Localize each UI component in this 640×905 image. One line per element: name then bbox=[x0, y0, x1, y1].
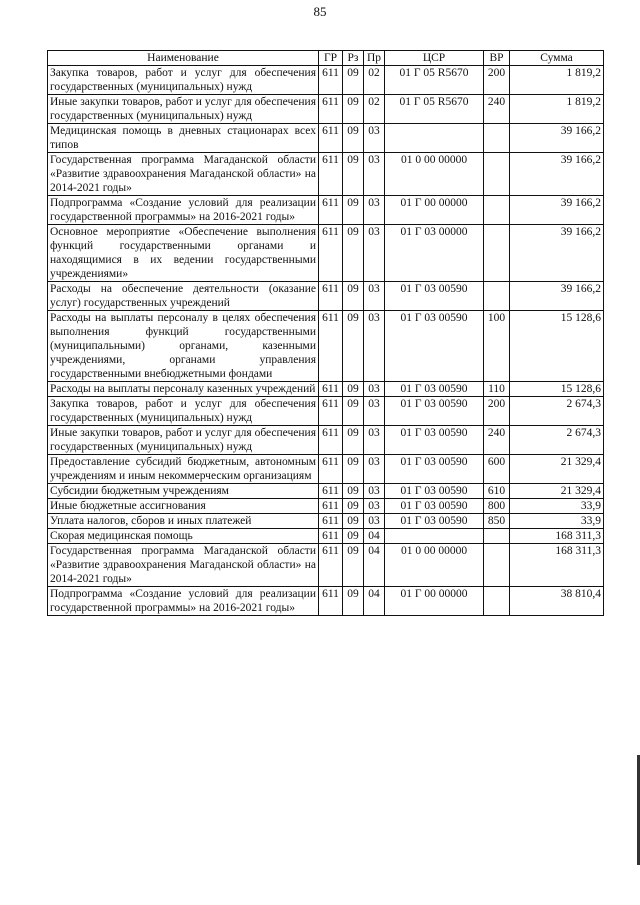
row-gr: 611 bbox=[319, 484, 343, 499]
row-pr: 03 bbox=[364, 426, 385, 455]
row-pr: 04 bbox=[364, 587, 385, 616]
row-csr: 01 Г 03 00590 bbox=[385, 397, 484, 426]
row-sum: 39 166,2 bbox=[510, 225, 604, 282]
row-rz: 09 bbox=[343, 484, 364, 499]
table-row bbox=[48, 587, 604, 616]
row-name: Государственная программа Магаданской области «Развитие здравоохранения Магаданской области» на 2014-2021 годы» bbox=[48, 153, 319, 196]
table-row bbox=[48, 282, 604, 311]
row-gr: 611 bbox=[319, 382, 343, 397]
row-csr: 01 Г 05 R5670 bbox=[385, 95, 484, 124]
row-vr: 600 bbox=[484, 455, 510, 484]
row-rz: 09 bbox=[343, 397, 364, 426]
row-name: Расходы на выплаты персоналу казенных учреждений bbox=[48, 382, 319, 397]
table-row bbox=[48, 529, 604, 544]
row-vr bbox=[484, 225, 510, 282]
row-name: Иные закупки товаров, работ и услуг для обеспечения государственных (муниципальных) нужд bbox=[48, 95, 319, 124]
table-row bbox=[48, 544, 604, 587]
row-csr: 01 Г 00 00000 bbox=[385, 196, 484, 225]
row-pr: 03 bbox=[364, 484, 385, 499]
row-rz: 09 bbox=[343, 153, 364, 196]
row-sum: 21 329,4 bbox=[510, 455, 604, 484]
row-csr: 01 Г 03 00590 bbox=[385, 282, 484, 311]
row-pr: 04 bbox=[364, 544, 385, 587]
row-rz: 09 bbox=[343, 455, 364, 484]
row-vr: 200 bbox=[484, 397, 510, 426]
row-sum: 168 311,3 bbox=[510, 544, 604, 587]
row-vr: 110 bbox=[484, 382, 510, 397]
row-vr: 610 bbox=[484, 484, 510, 499]
table-row bbox=[48, 153, 604, 196]
row-rz: 09 bbox=[343, 426, 364, 455]
row-gr: 611 bbox=[319, 66, 343, 95]
row-pr: 02 bbox=[364, 66, 385, 95]
row-rz: 09 bbox=[343, 499, 364, 514]
row-name: Уплата налогов, сборов и иных платежей bbox=[48, 514, 319, 529]
row-name: Расходы на выплаты персоналу в целях обеспечения выполнения функций государственными (муниципальными) органами, казенными учреждениями, органами управления государственными внебюджетными фондами bbox=[48, 311, 319, 382]
row-rz: 09 bbox=[343, 382, 364, 397]
table-header-row bbox=[48, 51, 604, 66]
row-gr: 611 bbox=[319, 499, 343, 514]
row-csr: 01 Г 03 00590 bbox=[385, 455, 484, 484]
row-sum: 15 128,6 bbox=[510, 311, 604, 382]
row-gr: 611 bbox=[319, 544, 343, 587]
row-gr: 611 bbox=[319, 529, 343, 544]
row-vr: 200 bbox=[484, 66, 510, 95]
row-sum: 39 166,2 bbox=[510, 282, 604, 311]
row-vr bbox=[484, 587, 510, 616]
row-name: Закупка товаров, работ и услуг для обеспечения государственных (муниципальных) нужд bbox=[48, 66, 319, 95]
table-row bbox=[48, 225, 604, 282]
table-row bbox=[48, 196, 604, 225]
row-csr: 01 Г 03 00590 bbox=[385, 514, 484, 529]
row-pr: 03 bbox=[364, 382, 385, 397]
table-row bbox=[48, 426, 604, 455]
header-csr: ЦСР bbox=[385, 51, 484, 66]
row-vr bbox=[484, 282, 510, 311]
table-row bbox=[48, 95, 604, 124]
table-row bbox=[48, 382, 604, 397]
row-gr: 611 bbox=[319, 95, 343, 124]
row-name: Основное мероприятие «Обеспечение выполнения функций государственными органами и находящимися в их ведении государственными учреждениями» bbox=[48, 225, 319, 282]
row-sum: 39 166,2 bbox=[510, 124, 604, 153]
row-pr: 04 bbox=[364, 529, 385, 544]
row-vr bbox=[484, 153, 510, 196]
row-sum: 168 311,3 bbox=[510, 529, 604, 544]
header-name: Наименование bbox=[48, 51, 319, 66]
row-csr: 01 0 00 00000 bbox=[385, 153, 484, 196]
row-name: Скорая медицинская помощь bbox=[48, 529, 319, 544]
table-row bbox=[48, 499, 604, 514]
table-row bbox=[48, 514, 604, 529]
row-sum: 15 128,6 bbox=[510, 382, 604, 397]
row-rz: 09 bbox=[343, 66, 364, 95]
row-gr: 611 bbox=[319, 196, 343, 225]
row-vr: 100 bbox=[484, 311, 510, 382]
table-row bbox=[48, 397, 604, 426]
row-sum: 39 166,2 bbox=[510, 153, 604, 196]
header-vr: ВР bbox=[484, 51, 510, 66]
row-rz: 09 bbox=[343, 95, 364, 124]
row-pr: 03 bbox=[364, 153, 385, 196]
row-vr bbox=[484, 196, 510, 225]
row-pr: 03 bbox=[364, 196, 385, 225]
row-pr: 02 bbox=[364, 95, 385, 124]
row-vr: 850 bbox=[484, 514, 510, 529]
table-row bbox=[48, 455, 604, 484]
row-gr: 611 bbox=[319, 124, 343, 153]
row-name: Подпрограмма «Создание условий для реализации государственной программы» на 2016-2021 годы» bbox=[48, 196, 319, 225]
table-row bbox=[48, 66, 604, 95]
row-pr: 03 bbox=[364, 311, 385, 382]
header-sum: Сумма bbox=[510, 51, 604, 66]
row-vr: 240 bbox=[484, 426, 510, 455]
row-rz: 09 bbox=[343, 529, 364, 544]
row-gr: 611 bbox=[319, 397, 343, 426]
row-gr: 611 bbox=[319, 455, 343, 484]
row-sum: 21 329,4 bbox=[510, 484, 604, 499]
row-name: Субсидии бюджетным учреждениям bbox=[48, 484, 319, 499]
row-gr: 611 bbox=[319, 514, 343, 529]
row-pr: 03 bbox=[364, 124, 385, 153]
row-sum: 2 674,3 bbox=[510, 426, 604, 455]
row-pr: 03 bbox=[364, 455, 385, 484]
row-rz: 09 bbox=[343, 124, 364, 153]
row-csr: 01 0 00 00000 bbox=[385, 544, 484, 587]
row-sum: 38 810,4 bbox=[510, 587, 604, 616]
row-pr: 03 bbox=[364, 397, 385, 426]
row-pr: 03 bbox=[364, 282, 385, 311]
row-gr: 611 bbox=[319, 311, 343, 382]
row-csr: 01 Г 03 00590 bbox=[385, 484, 484, 499]
row-sum: 1 819,2 bbox=[510, 66, 604, 95]
header-pr: Пр bbox=[364, 51, 385, 66]
row-sum: 33,9 bbox=[510, 514, 604, 529]
row-sum: 39 166,2 bbox=[510, 196, 604, 225]
row-rz: 09 bbox=[343, 544, 364, 587]
row-name: Расходы на обеспечение деятельности (оказание услуг) государственных учреждений bbox=[48, 282, 319, 311]
row-csr: 01 Г 03 00590 bbox=[385, 426, 484, 455]
row-gr: 611 bbox=[319, 587, 343, 616]
header-rz: Рз bbox=[343, 51, 364, 66]
row-sum: 2 674,3 bbox=[510, 397, 604, 426]
row-csr: 01 Г 00 00000 bbox=[385, 587, 484, 616]
row-vr bbox=[484, 544, 510, 587]
budget-table bbox=[47, 50, 604, 616]
row-csr: 01 Г 03 00590 bbox=[385, 499, 484, 514]
row-pr: 03 bbox=[364, 499, 385, 514]
row-rz: 09 bbox=[343, 587, 364, 616]
row-vr bbox=[484, 529, 510, 544]
row-csr: 01 Г 03 00590 bbox=[385, 382, 484, 397]
row-name: Закупка товаров, работ и услуг для обеспечения государственных (муниципальных) нужд bbox=[48, 397, 319, 426]
row-pr: 03 bbox=[364, 514, 385, 529]
row-name: Подпрограмма «Создание условий для реализации государственной программы» на 2016-2021 годы» bbox=[48, 587, 319, 616]
row-name: Государственная программа Магаданской области «Развитие здравоохранения Магаданской области» на 2014-2021 годы» bbox=[48, 544, 319, 587]
row-gr: 611 bbox=[319, 426, 343, 455]
row-gr: 611 bbox=[319, 282, 343, 311]
row-name: Иные бюджетные ассигнования bbox=[48, 499, 319, 514]
row-pr: 03 bbox=[364, 225, 385, 282]
row-sum: 1 819,2 bbox=[510, 95, 604, 124]
row-sum: 33,9 bbox=[510, 499, 604, 514]
row-csr: 01 Г 05 R5670 bbox=[385, 66, 484, 95]
row-rz: 09 bbox=[343, 225, 364, 282]
header-gr: ГР bbox=[319, 51, 343, 66]
row-name: Иные закупки товаров, работ и услуг для обеспечения государственных (муниципальных) нужд bbox=[48, 426, 319, 455]
row-csr: 01 Г 03 00590 bbox=[385, 311, 484, 382]
row-rz: 09 bbox=[343, 282, 364, 311]
row-rz: 09 bbox=[343, 311, 364, 382]
page-number: 85 bbox=[313, 4, 327, 19]
table-row bbox=[48, 484, 604, 499]
table-row bbox=[48, 311, 604, 382]
row-rz: 09 bbox=[343, 514, 364, 529]
row-rz: 09 bbox=[343, 196, 364, 225]
row-csr bbox=[385, 529, 484, 544]
row-gr: 611 bbox=[319, 225, 343, 282]
table-row bbox=[48, 124, 604, 153]
row-name: Предоставление субсидий бюджетным, автономным учреждениям и иным некоммерческим организациям bbox=[48, 455, 319, 484]
row-csr: 01 Г 03 00000 bbox=[385, 225, 484, 282]
row-vr: 240 bbox=[484, 95, 510, 124]
row-vr bbox=[484, 124, 510, 153]
row-gr: 611 bbox=[319, 153, 343, 196]
row-csr bbox=[385, 124, 484, 153]
row-vr: 800 bbox=[484, 499, 510, 514]
row-name: Медицинская помощь в дневных стационарах всех типов bbox=[48, 124, 319, 153]
